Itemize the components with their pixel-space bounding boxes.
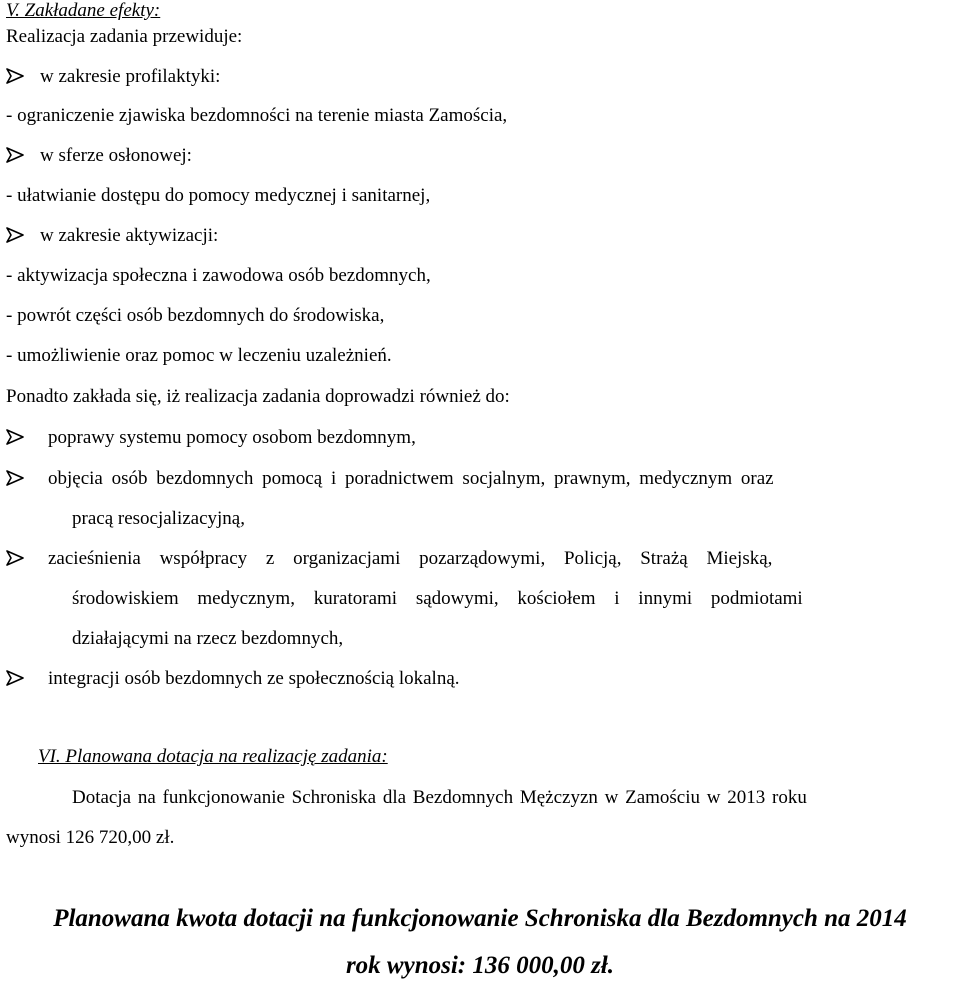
list-item: - ograniczenie zjawiska bezdomności na terenie miasta Zamościa, [6,105,508,126]
grant-2014-line-2: rok wynosi: 136 000,00 zł. [345,952,615,979]
group-header-label: w zakresie aktywizacji: [40,225,219,246]
grant-2014-line-1: Planowana kwota dotacji na funkcjonowanie Schroniska dla Bezdomnych na 2014 [53,905,907,932]
also-item [6,666,954,692]
also-intro: Ponadto zakłada się, iż realizacja zadania doprowadzi również do: [6,386,510,407]
also-item-text: zacieśnienia współpracy z organizacjami pozarządowymi, Policją, Strażą Miejską, [48,548,773,569]
also-item [6,425,954,451]
section-5-heading: V. Zakładane efekty: [6,0,161,21]
list-item: - ułatwianie dostępu do pomocy medycznej i sanitarnej, [6,185,431,206]
also-item-continuation: pracą resocjalizacyjną, [72,508,245,529]
group-header-activation [6,223,954,249]
also-item-continuation: działającymi na rzecz bezdomnych, [72,628,344,649]
section-5-intro: Realizacja zadania przewiduje: [6,26,243,47]
section-6-heading-text: VI. Planowana dotacja na realizację zadania: [38,746,388,767]
arrow-bullet-icon [6,147,24,163]
arrow-bullet-icon [6,550,24,566]
also-item [6,546,954,572]
list-item: - powrót części osób bezdomnych do środowiska, [6,305,385,326]
section-6-heading [38,744,954,770]
group-header-label: w sferze osłonowej: [40,145,192,166]
arrow-bullet-icon [6,470,24,486]
also-item-text: poprawy systemu pomocy osobom bezdomnym, [48,427,416,448]
arrow-bullet-icon [6,68,24,84]
group-header-label: w zakresie profilaktyki: [40,66,221,87]
group-header-protective [6,143,954,169]
arrow-bullet-icon [6,429,24,445]
arrow-bullet-icon [6,227,24,243]
group-header-prophylaxis [6,64,954,90]
also-item-continuation: środowiskiem medycznym, kuratorami sądowymi, kościołem i innymi podmiotami [72,588,803,609]
also-item-text: integracji osób bezdomnych ze społecznością lokalną. [48,668,460,689]
also-item-text: objęcia osób bezdomnych pomocą i poradnictwem socjalnym, prawnym, medycznym oraz [48,468,774,489]
grant-2013-line-2: wynosi 126 720,00 zł. [6,827,175,848]
grant-2013-line-1: Dotacja na funkcjonowanie Schroniska dla Bezdomnych Mężczyzn w Zamościu w 2013 roku [72,787,807,808]
list-item: - aktywizacja społeczna i zawodowa osób bezdomnych, [6,265,431,286]
arrow-bullet-icon [6,670,24,686]
also-item [6,466,954,492]
list-item: - umożliwienie oraz pomoc w leczeniu uzależnień. [6,345,392,366]
